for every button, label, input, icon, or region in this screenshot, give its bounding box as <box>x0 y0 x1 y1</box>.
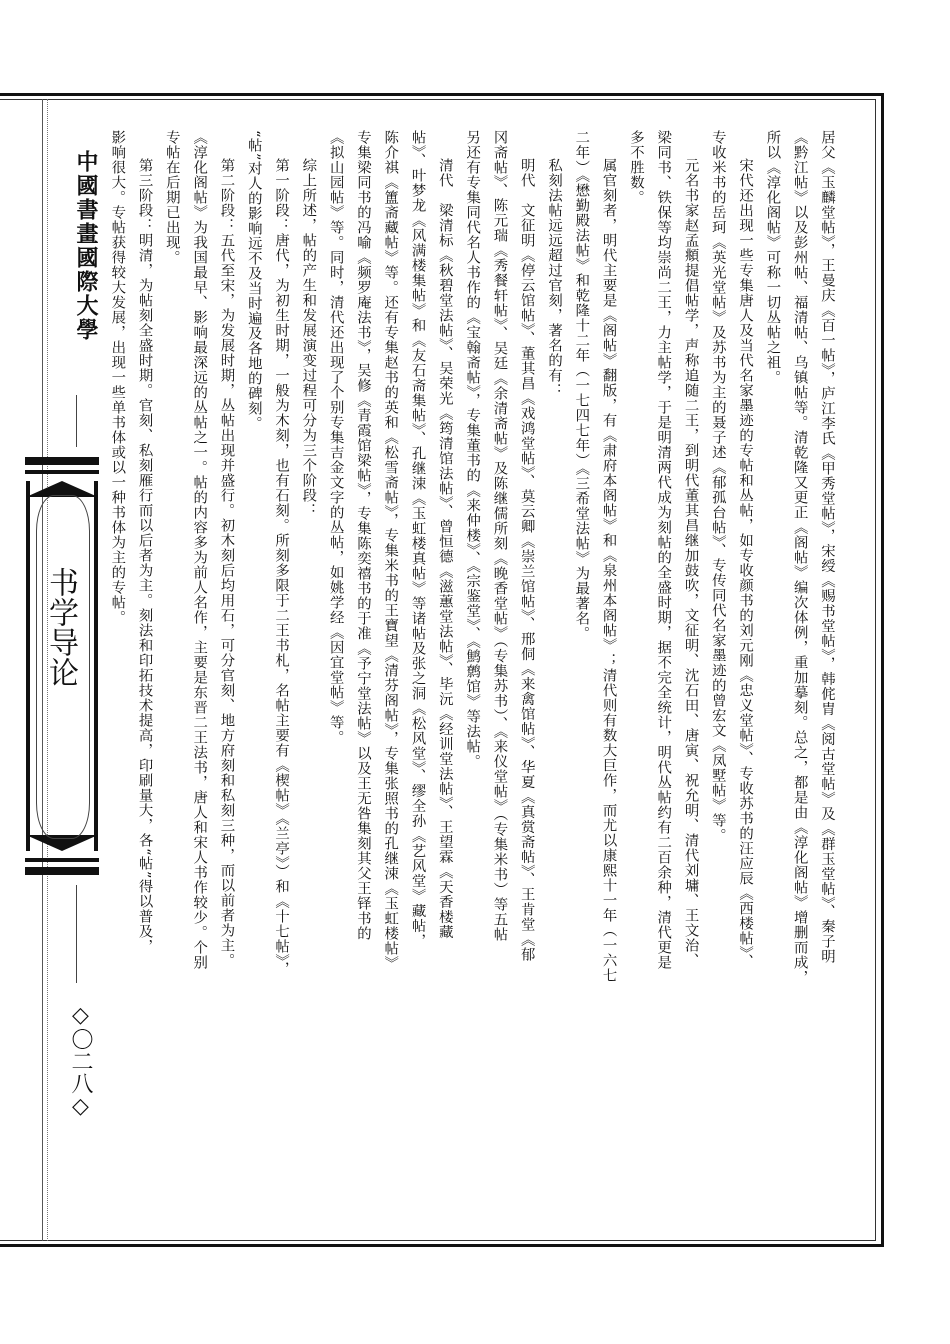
text-column: 综上所述，帖的产生和发展演变过程可分为三个阶段： <box>300 158 317 518</box>
text-column: 陈介祺《簠斋藏帖》等。还有专集赵书的英和《松雪斋帖》，专集米书的王寶望《清芬阁帖》，专集张照书的孔继涑《玉虹楼帖》 <box>382 130 399 971</box>
text-column: 专收米书的岳珂《英光堂帖》及苏书为主的聂子述《郁孤台帖》、专传同代名家墨迹的曾宏文《凤墅帖》等。 <box>709 130 726 843</box>
text-column: 《淳化阁帖》为我国最早、影响最深远的丛帖之一。帖的内容多为前人名作，主要是东晋二王法书，唐人和宋人书作较少。个别 <box>191 130 208 970</box>
cartouche-bar <box>25 457 99 465</box>
text-column: 《拟山园帖》等。同时，清代还出现了个别专集吉金文字的丛帖，如姚学经《因宜堂帖》等。 <box>327 130 344 745</box>
text-column: 居父《玉麟堂帖》，王曼庆《百一帖》，庐江李氏《甲秀堂帖》，宋绶《赐书堂帖》，韩侂胄《阅古堂帖》及《群玉堂帖》、秦子明 <box>819 130 835 964</box>
text-column: 清代 梁清标《秋碧堂法帖》、吴荣光《筠清馆法帖》、曾恒德《滋蕙堂法帖》、毕沅《经训堂法帖》、王望霖《天香楼藏 <box>436 158 453 940</box>
text-column: 影响很大。专帖获得较大发展，出现一些单书体或以一种书体为主的专帖。 <box>109 130 126 625</box>
text-column: “帖”对人的影响远不及当时遍及各地的碑刻。 <box>245 130 262 431</box>
text-column: 属官刻者，明代主要是《阁帖》翻版，有《肃府本阁帖》和《泉州本阁帖》；清代则有数大巨作，而尤以康熙十一年（一六七 <box>600 158 617 983</box>
text-column: 元名书家赵孟頫提倡帖学，声称追随二王，到明代董其昌继加鼓吹，文征明、沈石田、唐寅、祝允明、清代刘墉、王文治、 <box>682 158 699 968</box>
cartouche-bar <box>25 470 99 474</box>
cartouche-bar <box>25 867 99 875</box>
cartouche-bar <box>25 858 99 862</box>
page-number: ◇〇二八◇ <box>68 1003 93 1119</box>
text-column: 专集梁同书的冯喻《频罗庵法书》，吴修《青霞馆梁帖》，专集陈奕禧书的于准《予宁堂法帖》以及王无咎集刻其父王铎书的 <box>354 130 371 941</box>
text-column: 二年）《懋勤殿法帖》和乾隆十二年（一七四七年）《三希堂法帖》为最著名。 <box>573 130 590 641</box>
text-column: 第三阶段：明清，为帖刻全盛时期。官刻、私刻雁行而以后者为主。刻法和印拓技术提高，印刷量大，各“帖”得以普及， <box>136 158 153 954</box>
text-column: 第一阶段：唐代，为初生时期，一般为木刻，也有石刻。所刻多限于二王书札，名帖主要有《楔帖》《兰亭》）和《十七帖》， <box>273 158 290 977</box>
text-column: 《黔江帖》以及彭州帖、福清帖、乌镇帖等。清乾隆又更正《阁帖》编次体例，重加摹刻。总之，都是由《淳化阁帖》增删而成， <box>791 130 808 985</box>
text-column: 第二阶段：五代至宋，为发展时期，丛帖出现并盛行。初木刻后均用石，可分官刻、地方府刻和私刻三种，而以前者为主。 <box>218 158 235 968</box>
main-text <box>109 130 840 1222</box>
text-column: 宋代还出现一些专集唐人及当代名家墨迹的专帖和丛帖，如专收颜书的刘元刚《忠义堂帖》、专收苏书的汪应辰《西楼帖》、 <box>737 158 754 969</box>
text-column: 明代 文征明《停云馆帖》、董其昌《戏鸿堂帖》、莫云卿《崇兰馆帖》、邢侗《来禽馆帖》、华夏《真赏斋帖》、王肯堂《郁 <box>518 158 535 962</box>
text-column: 所以《淳化阁帖》可称一切丛帖之祖。 <box>764 130 781 385</box>
text-column: 梁同书、铁保等均崇尚二王，力主帖学，于是明清两代成为刻帖的全盛时期，据不完全统计，明代丛帖约有二百余种，清代更是 <box>655 130 672 970</box>
university-title: 中國書畫國際大學 <box>73 150 99 342</box>
number-divider <box>76 885 77 983</box>
book-title: 书学导论 <box>43 567 78 687</box>
text-column: 专帖在后期已出现。 <box>163 130 180 265</box>
text-column: 帖》、叶梦龙《风满楼集帖》和《友石斋集帖》、孔继涑《玉虹楼真帖》等诸帖及张之洞《松风堂》、缪全孙《艺风堂》藏帖， <box>409 130 426 949</box>
text-column: 私刻法帖远远超过官刻，著名的有： <box>546 158 563 398</box>
title-divider <box>76 395 77 447</box>
text-column: 多不胜数。 <box>627 130 644 205</box>
text-column: 另还有专集同代名人书作的《宝翰斋帖》，专集董书的《来仲楼》、《宗鉴堂》、《鹪鹩馆》等法帖。 <box>464 130 481 769</box>
text-column: 冈斋帖》、陈元瑞《秀餐轩帖》、吴廷《余清斋帖》及陈继儒所刻《晚香堂帖》（专集苏书）、《来仪堂帖》（专集米书）等五帖 <box>491 130 508 942</box>
